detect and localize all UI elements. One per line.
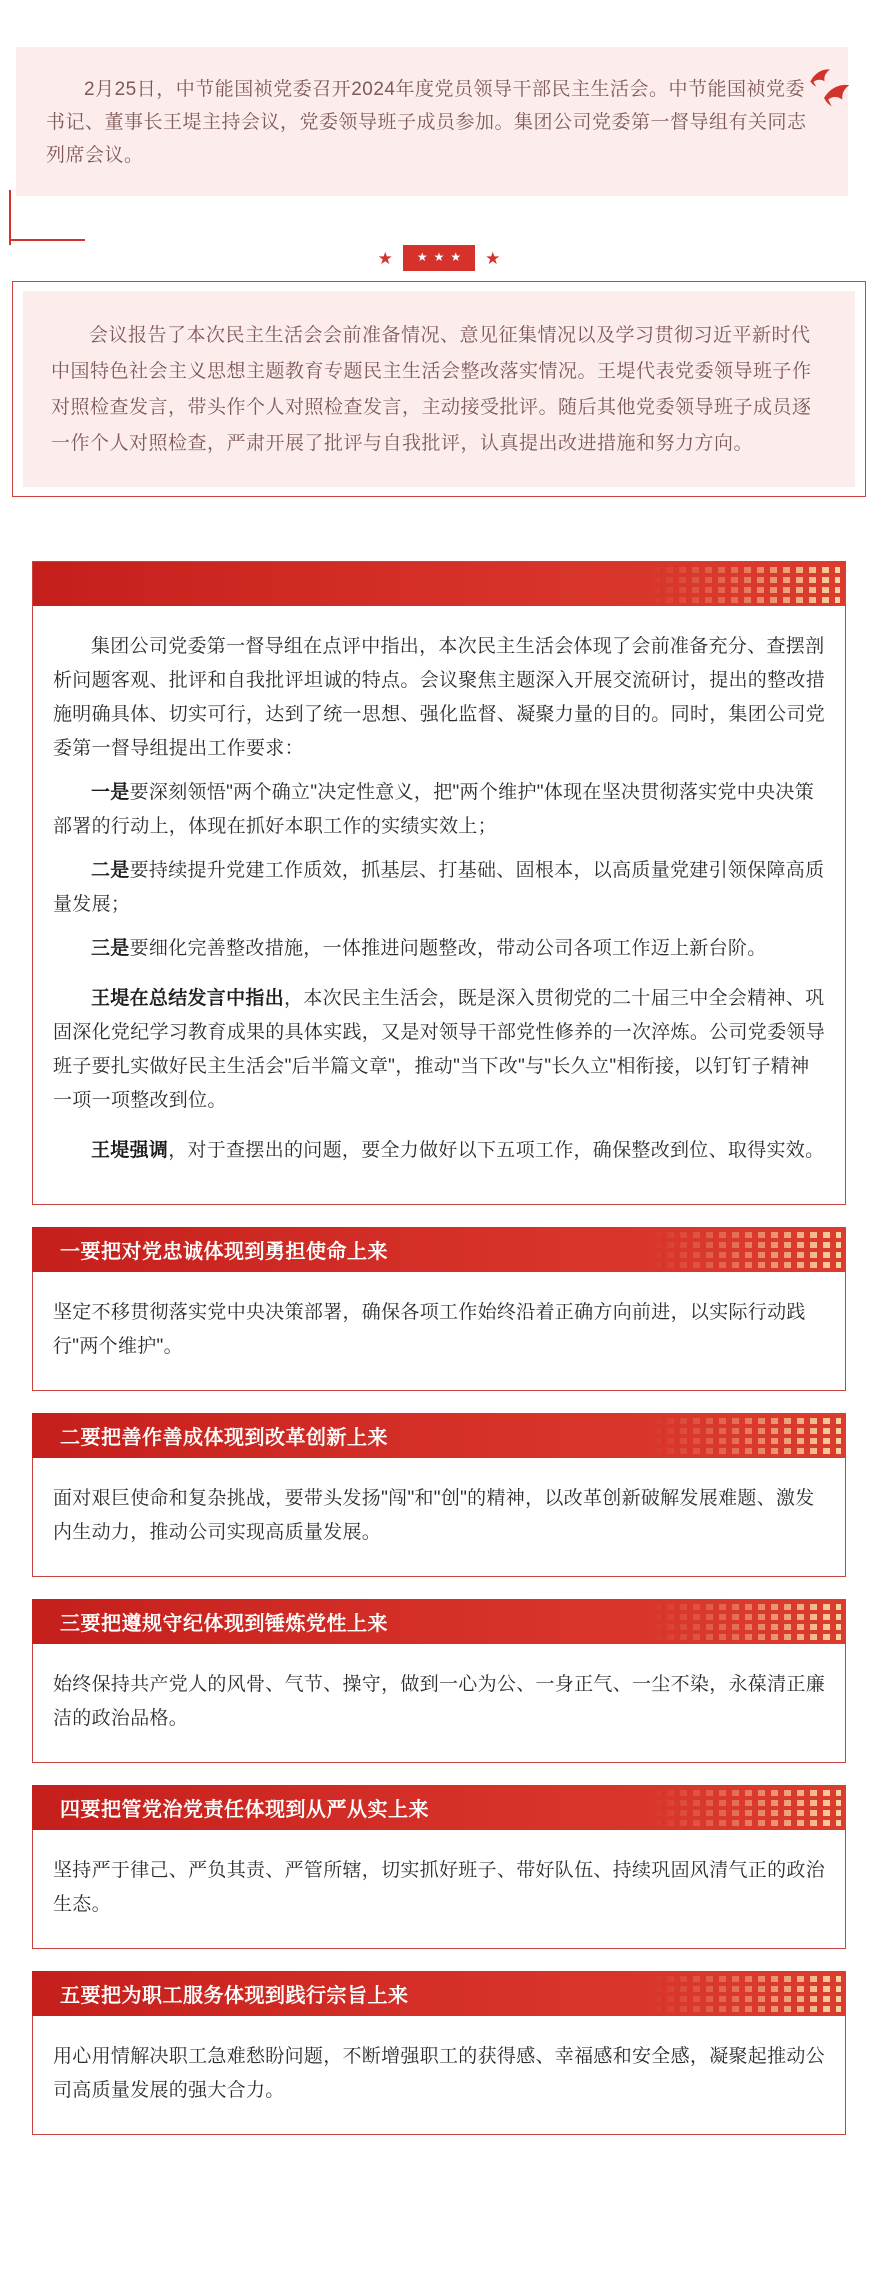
- dot-pattern-icon: [651, 1230, 841, 1268]
- intro-text: 2月25日，中节能国祯党委召开2024年度党员领导干部民主生活会。中节能国祯党委书记、董事长王堤主持会议，党委领导班子成员参加。集团公司党委第一督导组有关同志列席会议。: [46, 79, 807, 166]
- requirement-section-1: [32, 1227, 846, 1391]
- article-page: [0, 47, 878, 2269]
- main-paragraph: [53, 1134, 825, 1168]
- section-body: [32, 1830, 846, 1949]
- section-body: [32, 2016, 846, 2135]
- dot-pattern-icon: [651, 1974, 841, 2012]
- section-body: [32, 1644, 846, 1763]
- section-title: 一要把对党忠诚体现到勇担使命上来: [60, 1241, 388, 1263]
- section-title: 四要把管党治党责任体现到从严从实上来: [60, 1799, 429, 1821]
- corner-horizontal-line: [9, 239, 85, 241]
- section-title: 二要把善作善成体现到改革创新上来: [60, 1427, 388, 1449]
- main-box-header-band: [33, 562, 845, 606]
- section-body-text: 坚持严于律己、严负其责、严管所辖，切实抓好班子、带好队伍、持续巩固风清气正的政治生态。: [53, 1860, 826, 1915]
- section-title-banner: [32, 1785, 846, 1830]
- main-paragraph: [53, 982, 825, 1118]
- section-title: 五要把为职工服务体现到践行宗旨上来: [60, 1985, 409, 2007]
- paragraph-text: 要细化完善整改措施，一体推进问题整改，带动公司各项工作迈上新台阶。: [129, 938, 767, 959]
- intro-box: [16, 47, 848, 196]
- paragraph-lead: 二是: [91, 860, 130, 881]
- corner-vertical-line: [9, 190, 11, 245]
- main-box-body: [33, 606, 845, 1204]
- star-box-icon: ★★★: [403, 245, 475, 271]
- summary-quote-inner: [23, 291, 855, 487]
- paragraph-lead: 王堤强调: [91, 1140, 169, 1161]
- star-icon-right: ★: [485, 248, 501, 268]
- paragraph-text: 要持续提升党建工作质效，抓基层、打基础、固根本，以高质量党建引领保障高质量发展；: [53, 860, 825, 915]
- dot-pattern-icon: [651, 1416, 841, 1454]
- summary-quote-box: [12, 281, 866, 497]
- paragraph-lead: 一是: [91, 782, 130, 803]
- section-body-text: 用心用情解决职工急难愁盼问题，不断增强职工的获得感、幸福感和安全感，凝聚起推动公司高质量发展的强大合力。: [53, 2046, 826, 2101]
- review-main-box: [32, 561, 846, 1205]
- section-title: 三要把遵规守纪体现到锤炼党性上来: [60, 1613, 388, 1635]
- star-divider: [0, 245, 878, 271]
- dot-pattern-icon: [651, 1788, 841, 1826]
- section-body: [32, 1458, 846, 1577]
- paragraph-text: ，本次民主生活会，既是深入贯彻党的二十届三中全会精神、巩固深化党纪学习教育成果的具体实践，又是对领导干部党性修养的一次淬炼。公司党委领导班子要扎实做好民主生活会"后半篇文章"，推动"当下改"与"长久立"相衔接，以钉钉子精神一项一项整改到位。: [53, 988, 826, 1111]
- section-body-text: 坚定不移贯彻落实党中央决策部署，确保各项工作始终沿着正确方向前进，以实际行动践行"两个维护"。: [53, 1302, 806, 1357]
- requirement-section-3: [32, 1599, 846, 1763]
- paragraph-lead: 三是: [91, 938, 130, 959]
- paragraph-lead: 王堤在总结发言中指出: [91, 988, 285, 1009]
- section-body-text: 始终保持共产党人的风骨、气节、操守，做到一心为公、一身正气、一尘不染，永葆清正廉洁的政治品格。: [53, 1674, 826, 1729]
- requirement-section-5: [32, 1971, 846, 2135]
- paragraph-text: ，对于查摆出的问题，要全力做好以下五项工作，确保整改到位、取得实效。: [168, 1140, 825, 1161]
- requirement-section-2: [32, 1413, 846, 1577]
- section-title-banner: [32, 1413, 846, 1458]
- star-icon-left: ★: [377, 248, 393, 268]
- requirement-section-4: [32, 1785, 846, 1949]
- section-body-text: 面对艰巨使命和复杂挑战，要带头发扬"闯"和"创"的精神，以改革创新破解发展难题、激发内生动力，推动公司实现高质量发展。: [53, 1488, 815, 1543]
- summary-text: 会议报告了本次民主生活会会前准备情况、意见征集情况以及学习贯彻习近平新时代中国特色社会主义思想主题教育专题民主生活会整改落实情况。王堤代表党委领导班子作对照检查发言，带头作个人对照检查发言，主动接受批评。随后其他党委领导班子成员逐一作个人对照检查，严肃开展了批评与自我批评，认真提出改进措施和努力方向。: [51, 325, 812, 454]
- paragraph-text: 要深刻领悟"两个确立"决定性意义，把"两个维护"体现在坚决贯彻落实党中央决策部署的行动上，体现在抓好本职工作的实绩实效上；: [53, 782, 814, 837]
- main-paragraph: [53, 854, 825, 922]
- section-title-banner: [32, 1599, 846, 1644]
- dot-pattern-icon: [650, 565, 840, 603]
- section-title-banner: [32, 1227, 846, 1272]
- dot-pattern-icon: [651, 1602, 841, 1640]
- section-title-banner: [32, 1971, 846, 2016]
- swallow-birds-icon: [804, 69, 856, 115]
- section-body: [32, 1272, 846, 1391]
- paragraph-text: 集团公司党委第一督导组在点评中指出，本次民主生活会体现了会前准备充分、查摆剖析问题客观、批评和自我批评坦诚的特点。会议聚焦主题深入开展交流研讨，提出的整改措施明确具体、切实可行，达到了统一思想、强化监督、凝聚力量的目的。同时，集团公司党委第一督导组提出工作要求：: [53, 636, 826, 759]
- main-paragraph: [53, 932, 825, 966]
- main-paragraph: [53, 630, 825, 766]
- main-paragraph: [53, 776, 825, 844]
